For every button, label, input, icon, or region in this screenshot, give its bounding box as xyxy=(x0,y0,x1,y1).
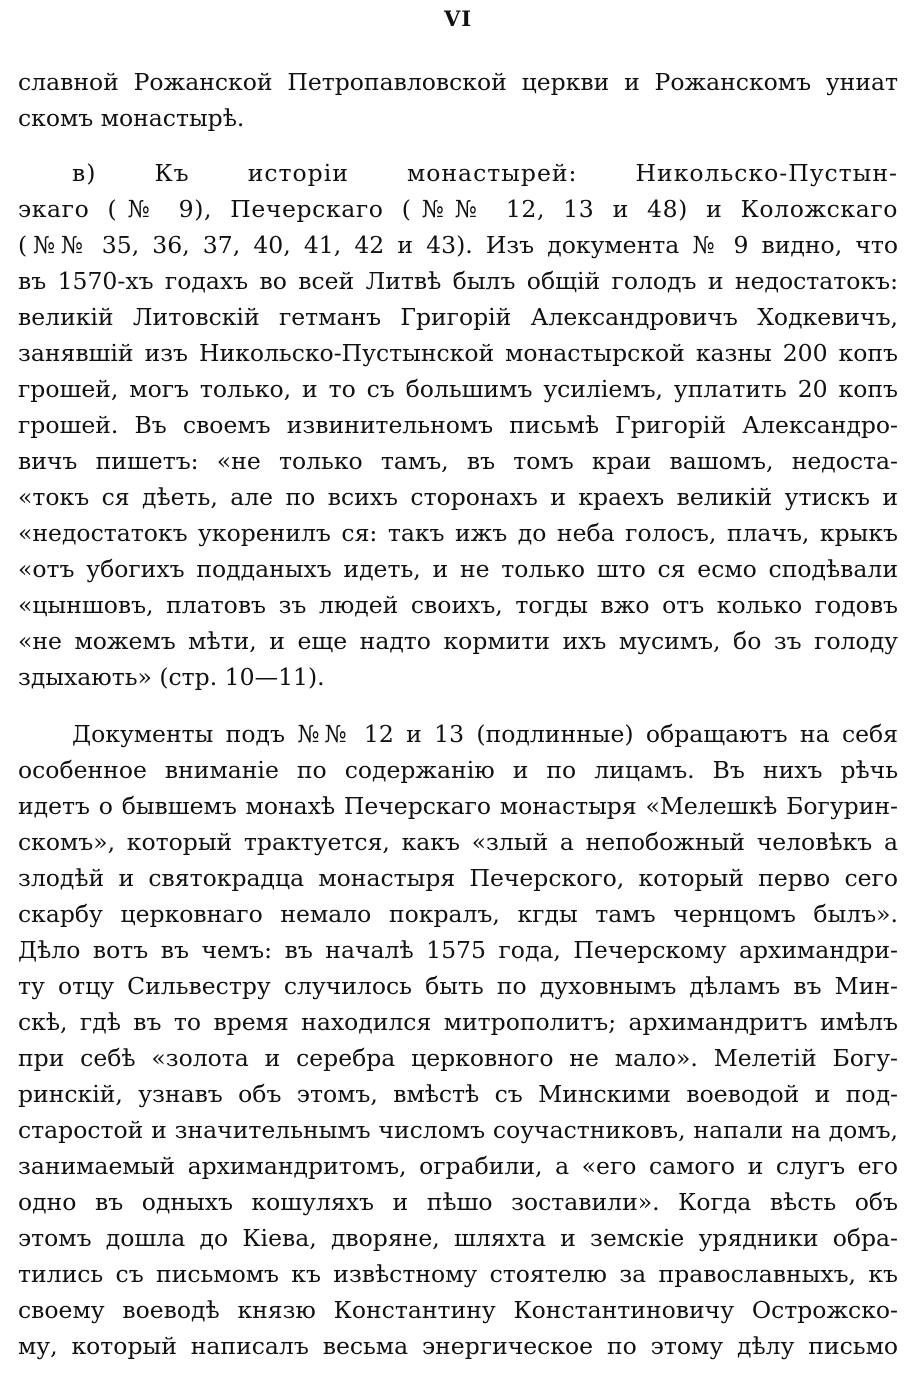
text-line: идетъ о бывшемъ монахѣ Печерскаго монастыря «Мелешкѣ Богурин- xyxy=(18,792,898,820)
text-line: скѣ, гдѣ въ то время находился митрополитъ; архимандритъ имѣлъ xyxy=(18,1008,898,1036)
text-line: грошей, могъ только, и то съ большимъ усиліемъ, уплатить 20 копъ xyxy=(18,375,898,403)
text-line: особенное вниманіе по содержанію и по лицамъ. Въ нихъ рѣчь xyxy=(18,756,898,784)
text-line: здыхають» (стр. 10—11). xyxy=(18,663,325,691)
text-line: вичъ пишетъ: «не только тамъ, въ томъ краи вашомъ, недоста- xyxy=(18,447,898,475)
text-line: въ 1570-хъ годахъ во всей Литвѣ былъ общій голодъ и недостатокъ: xyxy=(18,267,898,295)
text-line: занимаемый архимандритомъ, ограбили, а «его самого и слугъ его xyxy=(18,1152,898,1180)
text-line: великій Литовскій гетманъ Григорій Александровичъ Ходкевичъ, xyxy=(18,303,898,331)
text-line: «недостатокъ укоренилъ ся: такъ ижъ до неба голосъ, плачъ, крыкъ xyxy=(18,519,898,547)
text-line: своему воеводѣ князю Константину Константиновичу Острожско- xyxy=(18,1296,898,1324)
text-line: «цыншовъ, платовъ зъ людей своихъ, тогды вжо отъ колько годовъ xyxy=(18,591,898,619)
text-line: «отъ убогихъ подданыхъ идеть, и не только што ся есмо сподѣвали xyxy=(18,555,898,583)
text-line: Дѣло вотъ въ чемъ: въ началѣ 1575 года, Печерскому архимандри- xyxy=(18,936,898,964)
text-line: (№№ 35, 36, 37, 40, 41, 42 и 43). Изъ документа № 9 видно, что xyxy=(18,231,898,259)
text-line: грошей. Въ своемъ извинительномъ письмѣ Григорій Александро- xyxy=(18,411,898,439)
text-line: старостой и значительнымъ числомъ соучастниковъ, напали на домъ, xyxy=(18,1116,898,1144)
text-line: экаго (№ 9), Печерскаго (№№ 12, 13 и 48) и Коложскаго xyxy=(18,195,898,223)
text-line: «не можемъ мѣти, и еще надто кормити ихъ мусимъ, бо зъ голоду xyxy=(18,627,898,655)
text-line: славной Рожанской Петропавловской церкви и Рожанскомъ униат xyxy=(18,68,898,96)
text-line: при себѣ «золота и серебра церковного не мало». Мелетій Богу- xyxy=(18,1044,898,1072)
text-line: скомъ монастырѣ. xyxy=(18,104,245,132)
text-line: занявшій изъ Никольско-Пустынской монастырской казны 200 копъ xyxy=(18,339,898,367)
text-line: скарбу церковнаго немало покралъ, кгды тамъ чернцомъ былъ». xyxy=(18,900,898,928)
text-line: Документы подъ №№ 12 и 13 (подлинные) обращаютъ на себя xyxy=(72,720,898,748)
text-line: скомъ», который трактуется, какъ «злый а непобожный человѣкъ а xyxy=(18,828,898,856)
text-line: ту отцу Сильвестру случилось быть по духовнымъ дѣламъ въ Мин- xyxy=(18,972,898,1000)
text-line: злодѣй и святокрадца монастыря Печерского, который перво сего xyxy=(18,864,898,892)
text-line: тились съ письмомъ къ извѣстному стоятелю за православныхъ, къ xyxy=(18,1260,898,1288)
text-line: «токъ ся дѣеть, але по всихъ сторонахъ и краехъ великій утискъ и xyxy=(18,483,898,511)
text-line: этомъ дошла до Кіева, дворяне, шляхта и земскіе урядники обра- xyxy=(18,1224,898,1252)
text-line: му, который написалъ весьма энергическое по этому дѣлу письмо xyxy=(18,1332,898,1360)
text-line: ринскій, узнавъ объ этомъ, вмѣстѣ съ Минскими воеводой и под- xyxy=(18,1080,898,1108)
text-line: в) Къ исторіи монастырей: Никольско-Пустын- xyxy=(72,159,898,187)
text-line: одно въ одныхъ кошуляхъ и пѣшо зоставили». Когда вѣсть объ xyxy=(18,1188,898,1216)
page-number: VI xyxy=(443,6,473,31)
